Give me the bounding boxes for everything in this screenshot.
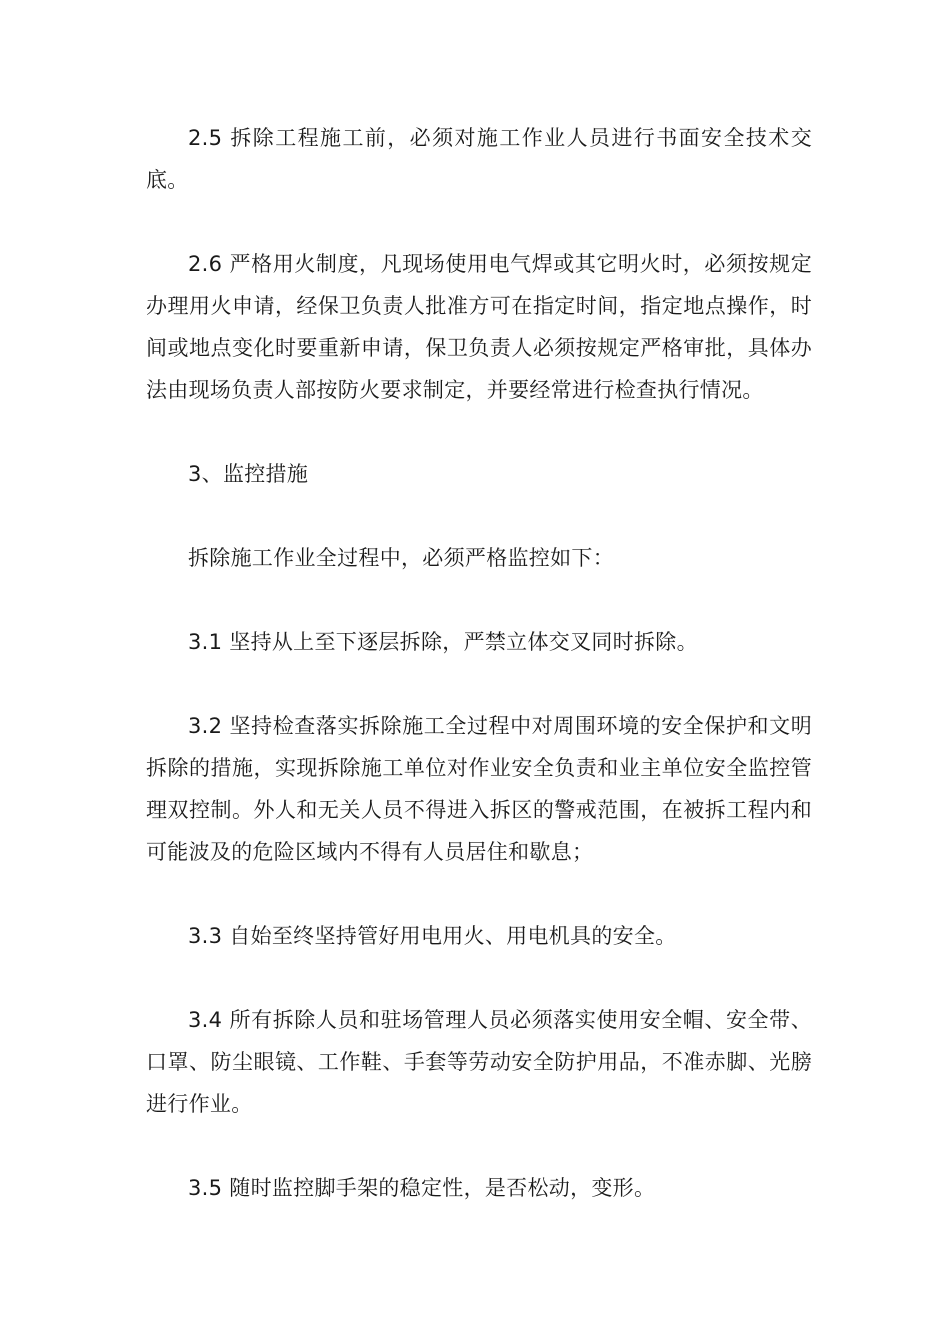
- paragraph-2-5: 2.5 拆除工程施工前，必须对施工作业人员进行书面安全技术交底。: [146, 126, 812, 192]
- document-body: [146, 117, 812, 1209]
- paragraph-intro: 拆除施工作业全过程中，必须严格监控如下：: [188, 546, 614, 570]
- paragraph-3-4: 3.4 所有拆除人员和驻场管理人员必须落实使用安全帽、安全带、口罩、防尘眼镜、工作鞋、手套等劳动安全防护用品，不准赤脚、光膀进行作业。: [146, 1008, 812, 1116]
- paragraph-3-1: 3.1 坚持从上至下逐层拆除，严禁立体交叉同时拆除。: [188, 630, 698, 654]
- section-heading-3: 3、监控措施: [188, 462, 309, 486]
- paragraph-3-2: 3.2 坚持检查落实拆除施工全过程中对周围环境的安全保护和文明拆除的措施，实现拆除施工单位对作业安全负责和业主单位安全监控管理双控制。外人和无关人员不得进入拆区的警戒范围，在被拆工程内和可能波及的危险区域内不得有人员居住和歇息；: [146, 714, 812, 864]
- paragraph-2-6: 2.6 严格用火制度，凡现场使用电气焊或其它明火时，必须按规定办理用火申请，经保卫负责人批准方可在指定时间，指定地点操作，时间或地点变化时要重新申请，保卫负责人必须按规定严格审批，具体办法由现场负责人部按防火要求制定，并要经常进行检查执行情况。: [146, 252, 812, 402]
- paragraph-3-5: 3.5 随时监控脚手架的稳定性，是否松动，变形。: [188, 1176, 656, 1200]
- paragraph-3-3: 3.3 自始至终坚持管好用电用火、用电机具的安全。: [188, 924, 677, 948]
